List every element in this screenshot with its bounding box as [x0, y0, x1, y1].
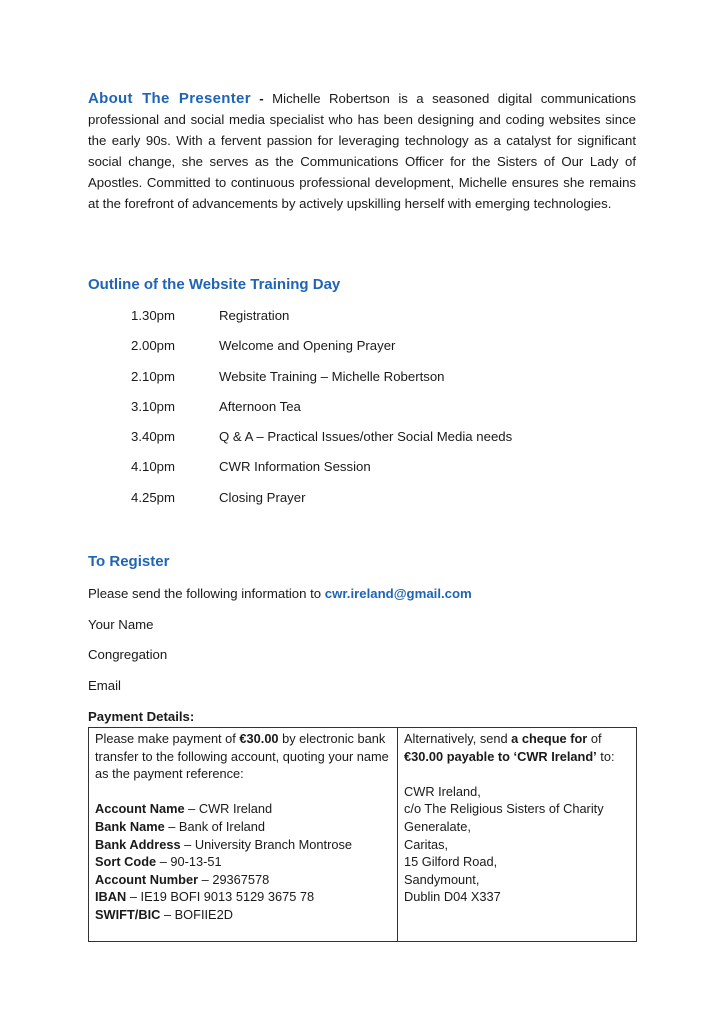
about-presenter-paragraph	[88, 88, 636, 214]
schedule-activity: Welcome and Opening Prayer	[219, 338, 396, 354]
detail-value: – 29367578	[198, 871, 270, 887]
bank-name-line	[95, 818, 391, 836]
detail-key: Sort Code	[95, 854, 157, 870]
register-intro	[88, 586, 472, 601]
address-line: Dublin D04 X337	[404, 889, 501, 905]
bank-transfer-intro-b: by electronic bank transfer to the following account, quoting your name as the payment reference:	[95, 731, 389, 782]
schedule-activity: Registration	[219, 308, 290, 323]
schedule-activity: Q & A – Practical Issues/other Social Media needs	[219, 429, 513, 445]
bank-address-line	[95, 836, 391, 854]
account-number-line	[95, 871, 391, 889]
detail-key: Account Name	[95, 801, 185, 817]
bank-transfer-intro	[95, 730, 391, 783]
address-line: Caritas,	[404, 836, 449, 852]
bank-transfer-cell	[89, 728, 398, 942]
register-field-email: Email	[88, 678, 121, 693]
detail-value: – IE19 BOFI 9013 5129 3675 78	[126, 889, 315, 905]
detail-value: – CWR Ireland	[184, 801, 273, 817]
address-line: CWR Ireland,	[404, 783, 481, 799]
cheque-intro	[404, 730, 630, 765]
address-line: 15 Gilford Road,	[404, 854, 498, 870]
payment-details-label: Payment Details:	[88, 709, 195, 724]
address-line: Sandymount,	[404, 871, 480, 887]
detail-key: Account Number	[95, 871, 199, 887]
cheque-bold-b: €30.00 payable to ‘CWR Ireland’	[404, 748, 597, 764]
register-intro-text: Please send the following information to	[88, 586, 325, 601]
schedule-activity: CWR Information Session	[219, 459, 371, 475]
schedule-time: 4.10pm	[131, 459, 175, 475]
about-text: Michelle Robertson is a seasoned digital communications professional and social media specialist who has been designing and coding websites since the early 90s. With a fervent passion for leveraging technology as a catalyst for significant social change, she serves as the Communications Officer for the Sisters of Our Lady of Apostles. Committed to continuous professional development, Michelle ensures she remains at the forefront of advancements by actively upskilling herself with emerging technologies.	[88, 91, 636, 211]
detail-value: – 90-13-51	[156, 854, 222, 870]
detail-key: SWIFT/BIC	[95, 906, 161, 922]
register-title: To Register	[88, 553, 170, 570]
schedule-time: 2.00pm	[131, 338, 175, 354]
register-field-congregation: Congregation	[88, 647, 168, 662]
cheque-intro-a: Alternatively, send	[404, 731, 512, 746]
swift-line	[95, 906, 391, 924]
schedule-time: 4.25pm	[131, 489, 175, 505]
schedule-activity: Closing Prayer	[219, 489, 306, 505]
detail-key: Bank Name	[95, 818, 165, 834]
cheque-bold-a: a cheque for	[511, 731, 588, 746]
about-separator: -	[250, 91, 273, 106]
detail-value: – Bank of Ireland	[164, 818, 266, 834]
outline-title: Outline of the Website Training Day	[88, 276, 341, 293]
schedule-time: 1.30pm	[131, 308, 175, 323]
payment-table	[88, 727, 637, 942]
payment-amount: €30.00	[239, 731, 279, 746]
schedule-time: 3.40pm	[131, 429, 175, 445]
iban-line	[95, 888, 391, 906]
schedule-time: 3.10pm	[131, 398, 175, 414]
cheque-intro-c: to:	[596, 748, 615, 764]
address-line: c/o The Religious Sisters of Charity	[404, 801, 604, 817]
account-name-line	[95, 800, 391, 818]
schedule-time: 2.10pm	[131, 368, 175, 384]
schedule-activity: Website Training – Michelle Robertson	[219, 368, 445, 384]
address-line: Generalate,	[404, 818, 471, 834]
register-field-name: Your Name	[88, 617, 154, 632]
schedule-activity: Afternoon Tea	[219, 398, 301, 414]
detail-value: – BOFIIE2D	[160, 906, 233, 922]
detail-key: IBAN	[95, 889, 127, 905]
register-email-link[interactable]: cwr.ireland@gmail.com	[324, 586, 472, 601]
cheque-intro-b: of	[587, 731, 602, 746]
detail-value: – University Branch Montrose	[180, 836, 352, 852]
bank-transfer-intro-a: Please make payment of	[95, 731, 240, 746]
sort-code-line	[95, 853, 391, 871]
about-heading: About The Presenter	[88, 90, 251, 107]
cheque-cell	[398, 728, 637, 942]
detail-key: Bank Address	[95, 836, 181, 852]
